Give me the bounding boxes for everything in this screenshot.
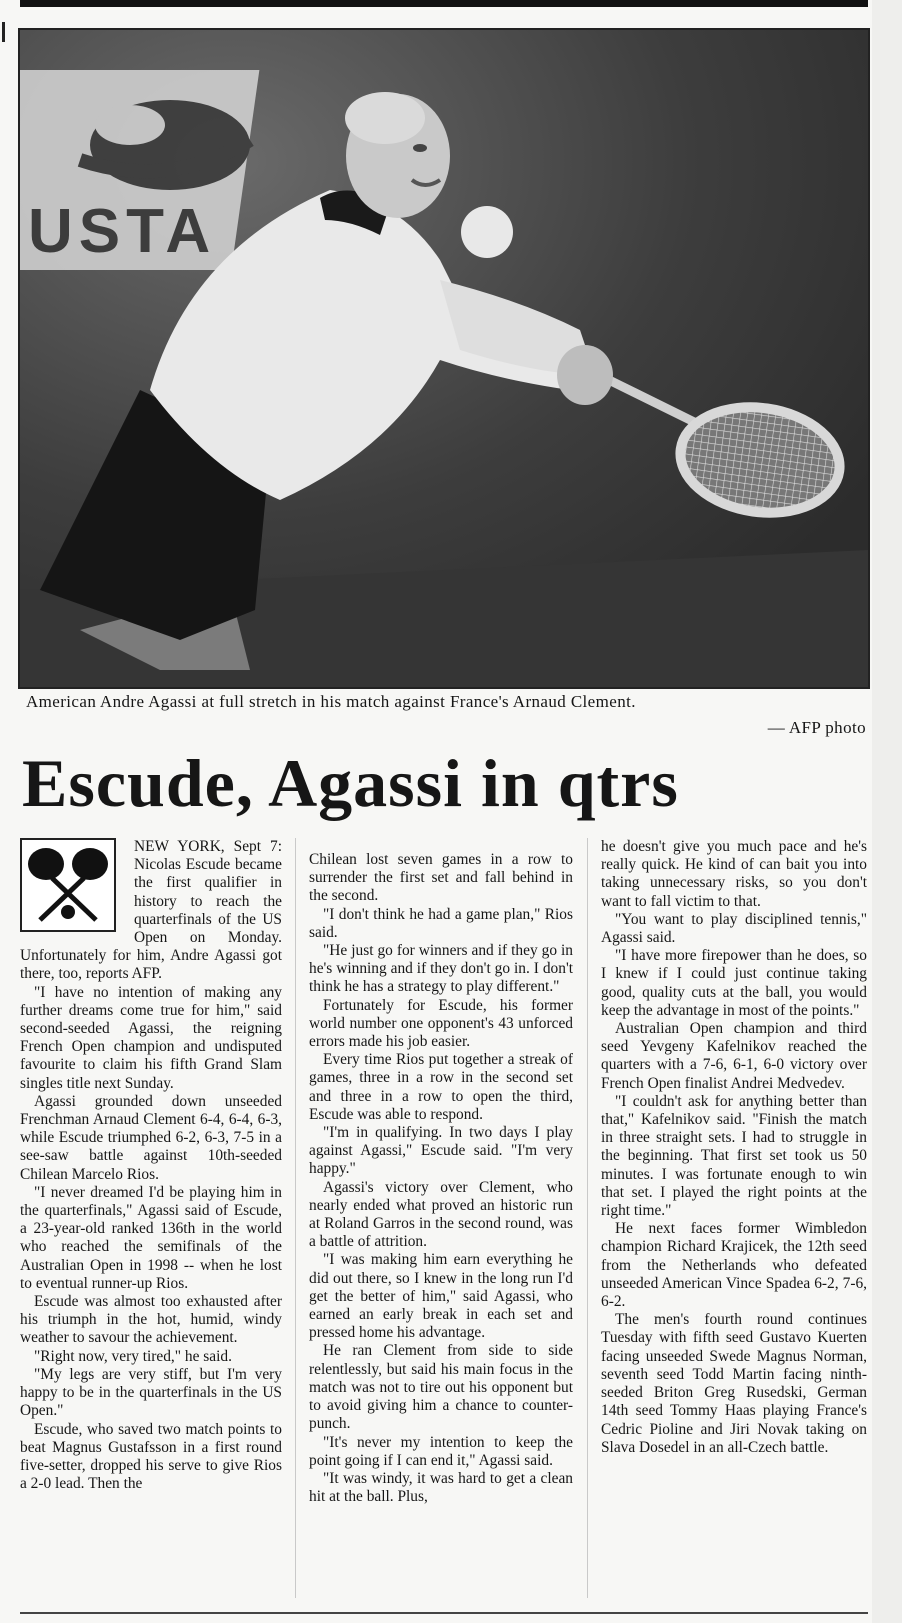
paragraph: "I'm in qualifying. In two days I play against Agassi," Escude said. "I'm very happy." — [309, 1124, 573, 1178]
bottom-rule — [20, 1612, 868, 1614]
paragraph: "My legs are very stiff, but I'm very happy to be in the quarterfinals in the US Open." — [20, 1365, 282, 1420]
column-divider — [295, 838, 296, 1598]
usta-banner — [20, 70, 259, 270]
paragraph: Fortunately for Escude, his former world number one opponent's 43 unforced errors made his job easier. — [309, 996, 573, 1051]
paragraph: Every time Rios put together a streak of games, three in a row in the second set and three in a row to open the third, Escude was able to respond. — [309, 1051, 573, 1123]
paragraph: "Right now, very tired," he said. — [34, 1347, 232, 1365]
article-column-3 — [601, 838, 867, 1457]
column-divider — [587, 838, 588, 1598]
article-column-2 — [309, 851, 573, 1506]
paragraph: Australian Open champion and third seed Yevgeny Kafelnikov reached the quarters with a 7-6, 6-1, 6-0 victory over French Open finalist Andrei Medvedev. — [601, 1020, 867, 1092]
paragraph: Escude, who saved two match points to beat Magnus Gustafsson in a first round five-setter, dropped his serve to give Rios a 2-0 lead. Then the — [20, 1420, 282, 1493]
paragraph: "I never dreamed I'd be playing him in the quarterfinals," Agassi said of Escude, a 23-year-old ranked 136th in the world who reached the semifinals of the Australian Open in 1998 -- when he lost to eventual runner-up Rios. — [20, 1183, 282, 1292]
paragraph: "It was windy, it was hard to get a clean hit at the ball. Plus, — [309, 1469, 573, 1506]
page-edge — [872, 0, 902, 1623]
paragraph: he doesn't give you much pace and he's really quick. He kind of can bait you into taking unnecessary risks, so you don't want to fall victim to that. — [601, 838, 867, 910]
article-column-1 — [20, 838, 282, 1493]
paragraph: "I couldn't ask for anything better than that," Kafelnikov said. "Finish the match in three straight sets. I had to struggle in the beginning. That first set took us 50 minutes. I was fortunate enough to win that set. I played the right points at the right time." — [601, 1092, 867, 1220]
paragraph: "I have no intention of making any further dreams come true for him," said second-seeded Agassi, the reigning French Open champion and undisputed favourite to claim his fifth Grand Slam singles title next Sunday. — [20, 983, 282, 1092]
paragraph: "He just go for winners and if they go in he's winning and if they don't go in. I don't think he has a strategy to play different." — [309, 942, 573, 996]
tennis-photo — [18, 28, 870, 689]
paragraph: Agassi grounded down unseeded Frenchman Arnaud Clement 6-4, 6-4, 6-3, while Escude triumphed 6-2, 6-3, 7-5 in a see-saw battle against 10th-seeded Chilean Marcelo Rios. — [20, 1092, 282, 1183]
photo-caption: American Andre Agassi at full stretch in his match against France's Arnaud Clement. — [26, 692, 636, 711]
paragraph: Escude was almost too exhausted after his triumph in the hot, humid, windy weather to savour the achievement. — [20, 1293, 282, 1347]
paragraph: Agassi's victory over Clement, who nearly ended what proved an historic run at Roland Garros in the second round, was a battle of attrition. — [309, 1178, 573, 1251]
paragraph: Chilean lost seven games in a row to surrender the first set and fall behind in the second. — [309, 851, 573, 905]
paragraph: "It's never my intention to keep the point going if I can end it," Agassi said. — [309, 1433, 573, 1469]
paragraph: "I don't think he had a game plan," Rios said. — [309, 905, 573, 941]
top-rule — [20, 0, 868, 7]
crossed-tennis-rackets-icon — [20, 838, 116, 932]
margin-mark — [2, 22, 5, 42]
paragraph: "I have more firepower than he does, so I knew if I could just continue taking good, quality cuts at the ball, you would keep the advantage in most of the points." — [601, 947, 867, 1019]
paragraph: "You want to play disciplined tennis," Agassi said. — [601, 910, 867, 947]
paragraph: He next faces former Wimbledon champion Richard Krajicek, the 12th seed from the Netherlands who defeated unseeded American Vince Spadea 6-2, 7-6, 6-2. — [601, 1220, 867, 1311]
photo-credit: — AFP photo — [767, 718, 866, 737]
paragraph: He ran Clement from side to side relentlessly, but said his main focus in the match was not to tire out his opponent but to avoid giving him a chance to counter-punch. — [309, 1342, 573, 1433]
headline: Escude, Agassi in qtrs — [22, 745, 679, 821]
usta-banner-text: USTA — [28, 197, 217, 266]
paragraph: The men's fourth round continues Tuesday with fifth seed Gustavo Kuerten facing unseeded Swede Magnus Norman, seventh seed Todd Martin facing ninth-seeded Briton Greg Rusedski, German 14th seed Tommy Haas playing France's Cedric Pioline and Jiri Novak taking on Slava Dosedel in an all-Czech battle. — [601, 1311, 867, 1456]
tennis-ball — [461, 206, 513, 258]
paragraph: "I was making him earn everything he did out there, so I knew in the long run I'd get the better of him," said Agassi, who earned an early break in each set and pressed home his advantage. — [309, 1251, 573, 1342]
paragraph: NEW YORK, Sept 7: Nicolas Escude became the first qualifier in history to reach the quarterfinals of the US Open on Monday. Unfortunately for him, Andre Agassi got there, too, reports AFP. — [20, 838, 282, 983]
